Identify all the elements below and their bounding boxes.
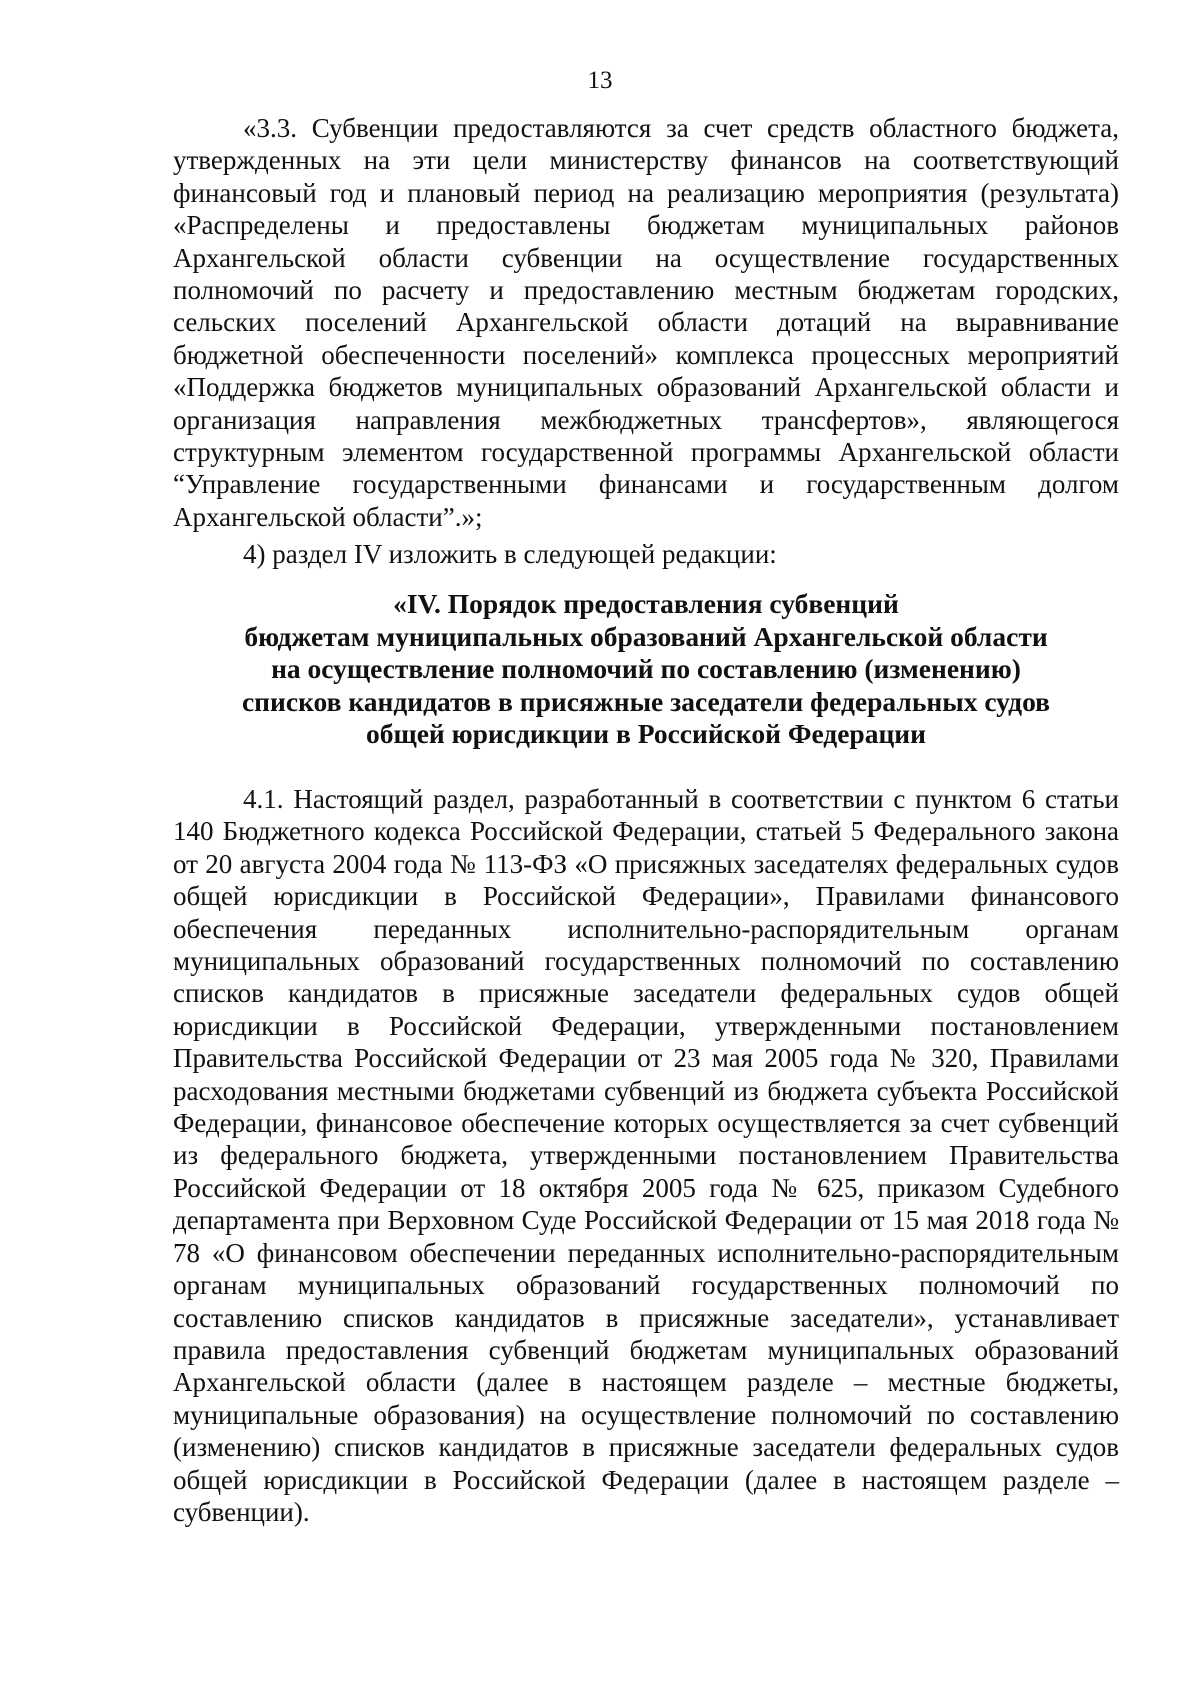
paragraph-3-3-block [173,112,1119,533]
heading-line-4: списков кандидатов в присяжные заседатели федеральных судов [241,685,1051,717]
page-number: 13 [587,67,613,94]
heading-line-5: общей юрисдикции в Российской Федерации [365,718,927,749]
heading-line-2: бюджетам муниципальных образований Архангельской области [244,620,1048,652]
paragraph-4-block [173,538,1119,570]
paragraph-4-1-block [173,783,1119,1528]
heading-line-1: «IV. Порядок предоставления субвенций [393,588,899,619]
section-iv-heading [173,588,1119,751]
heading-line-3: на осуществление полномочий по составлению (изменению) [271,653,1021,684]
paragraph-4-instruction: 4) раздел IV изложить в следующей редакции: [243,539,777,569]
paragraph-3-3: «3.3. Субвенции предоставляются за счет средств областного бюджета, утвержденных на эти цели министерству финансов на соответствующий финансовый год и плановый период на реализацию мероприятия (результата) «Распределены и предоставлены бюджетам муниципальных районов Архангельской области субвенции на осуществление государственных полномочий по расчету и предоставлению местным бюджетам городских, сельских поселений Архангельской области дотаций на выравнивание бюджетной обеспеченности поселений» комплекса процессных мероприятий «Поддержка бюджетов муниципальных образований Архангельской области и организация направления межбюджетных трансфертов», являющегося структурным элементом государственной программы Архангельской области “Управление государственными финансами и государственным долгом Архангельской области”.»; [173,113,1119,532]
paragraph-4-1: 4.1. Настоящий раздел, разработанный в соответствии с пунктом 6 статьи 140 Бюджетного кодекса Российской Федерации, статьей 5 Федерального закона от 20 августа 2004 года № 113-ФЗ «О присяжных заседателях федеральных судов общей юрисдикции в Российской Федерации», Правилами финансового обеспечения переданных исполнительно-распорядительным органам муниципальных образований государственных полномочий по составлению списков кандидатов в присяжные заседатели федеральных судов общей юрисдикции в Российской Федерации, утвержденными постановлением Правительства Российской Федерации от 23 мая 2005 года № 320, Правилами расходования местными бюджетами субвенций из бюджета субъекта Российской Федерации, финансовое обеспечение которых осуществляется за счет субвенций из федерального бюджета, утвержденными постановлением Правительства Российской Федерации от 18 октября 2005 года № 625, приказом Судебного департамента при Верховном Суде Российской Федерации от 15 мая 2018 года № 78 «О финансовом обеспечении переданных исполнительно-распорядительным органам муниципальных образований государственных полномочий по составлению списков кандидатов в присяжные заседатели», устанавливает правила предоставления субвенций бюджетам муниципальных образований Архангельской области (далее в настоящем разделе – местные бюджеты, муниципальные образования) на осуществление полномочий по составлению (изменению) списков кандидатов в присяжные заседатели федеральных судов общей юрисдикции в Российской Федерации (далее в настоящем разделе – субвенции). [173,784,1119,1527]
